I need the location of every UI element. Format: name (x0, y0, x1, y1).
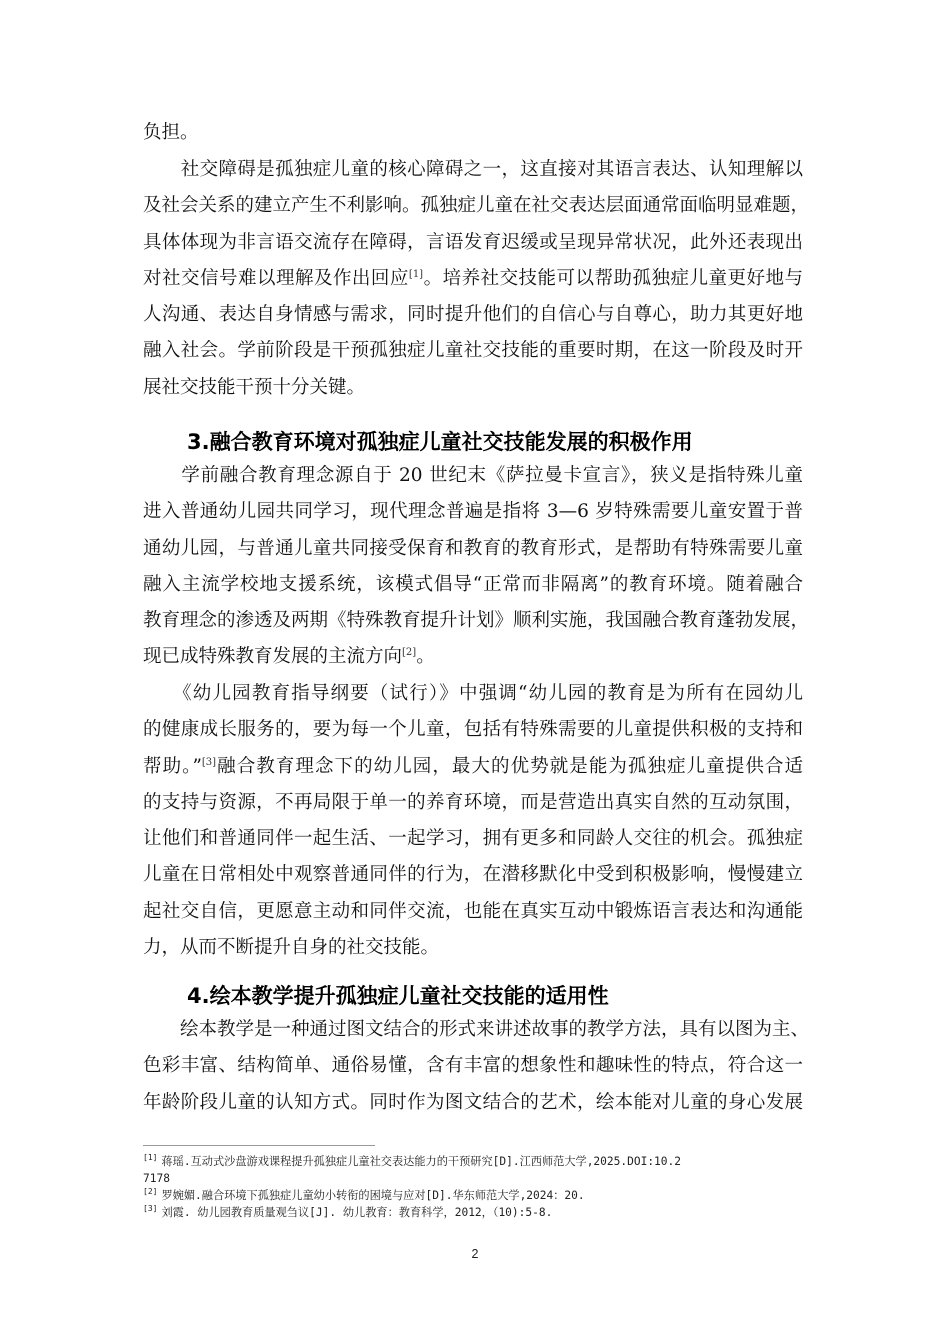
paragraph-picture-book-teaching (143, 1012, 810, 1121)
footnote-item (143, 1204, 813, 1221)
paragraph-social-impairment (143, 152, 810, 406)
text-line: 教育理念的渗透及两期《特殊教育提升计划》顺利实施，我国融合教育蓬勃发展， (143, 610, 810, 632)
footnote-text: 蒋瑶.互动式沙盘游戏课程提升孤独症儿童社交表达能力的干预研究[D].江西师范大学,2025.DOI:10.2 (161, 1155, 681, 1168)
footnote-mark: [3] (143, 1204, 158, 1214)
paragraph-kindergarten-guidelines (143, 676, 803, 966)
text-segment: 。培养社交技能可以帮助孤独症儿童更好地与 (423, 267, 803, 289)
footnote-mark: [1] (143, 1153, 158, 1163)
citation-ref[interactable]: [2] (402, 647, 417, 659)
text-line: 《幼儿园教育指导纲要（试行）》中强调“幼儿园的教育是为所有在园幼儿 (143, 683, 803, 704)
text-line: 年龄阶段儿童的认知方式。同时作为图文结合的艺术，绘本能对儿童的身心发展 (143, 1091, 803, 1113)
text-line: 绘本教学是一种通过图文结合的形式来讲述故事的教学方法，具有以图为主、 (143, 1019, 810, 1040)
text-segment: 。 (416, 646, 435, 668)
paragraph-inclusive-education (143, 458, 810, 676)
text-line: 具体体现为非言语交流存在障碍，言语发育迟缓或呈现异常状况，此外还表现出 (143, 231, 803, 253)
footnote-item (143, 1153, 813, 1170)
text-line (143, 261, 803, 297)
text-line (143, 639, 803, 675)
text-line: 起社交自信，更愿意主动和同伴交流，也能在真实互动中锻炼语言表达和沟通能 (143, 900, 803, 922)
footnote-divider (143, 1145, 375, 1146)
text-line: 通幼儿园，与普通儿童共同接受保育和教育的教育形式，是帮助有特殊需要儿童 (143, 537, 803, 559)
citation-ref[interactable]: [3] (201, 756, 217, 768)
text-line: 力，从而不断提升自身的社交技能。 (143, 937, 440, 959)
text-line: 展社交技能干预十分关键。 (143, 376, 366, 398)
page-number: 2 (471, 1247, 479, 1261)
footnote-text: 罗婉媚.融合环境下孤独症儿童幼小转衔的困境与应对[D].华东师范大学,2024：20. (161, 1189, 585, 1202)
paragraph-continuation (143, 115, 803, 151)
footnote-mark: [2] (143, 1187, 158, 1197)
text-line: 负担。 (143, 122, 199, 143)
citation-ref[interactable]: [1] (408, 268, 424, 280)
text-line: 融入主流学校地支援系统，该模式倡导“正常而非隔离”的教育环境。随着融合 (143, 573, 803, 595)
text-line (143, 749, 803, 785)
text-segment: 对社交信号难以理解及作出回应 (143, 267, 409, 289)
footnote-continuation: 7178 (143, 1172, 170, 1185)
text-segment: 融合教育理念下的幼儿园，最大的优势就是能为孤独症儿童提供合适 (216, 755, 803, 777)
text-line: 的支持与资源，不再局限于单一的养育环境，而是营造出真实自然的互动氛围， (143, 791, 803, 813)
footnote-text: 刘霞. 幼儿园教育质量观刍议[J]. 幼儿教育：教育科学，2012，（10):5-8. (161, 1206, 553, 1219)
text-line: 人沟通、表达自身情感与需求，同时提升他们的自信心与自尊心，助力其更好地 (143, 304, 803, 326)
text-line: 儿童在日常相处中观察普通同伴的行为，在潜移默化中受到积极影响，慢慢建立 (143, 864, 803, 886)
text-line: 及社会关系的建立产生不利影响。孤独症儿童在社交表达层面通常面临明显难题， (143, 195, 810, 217)
footnotes (143, 1153, 813, 1221)
text-line: 色彩丰富、结构简单、通俗易懂，含有丰富的想象性和趣味性的特点，符合这一 (143, 1055, 803, 1077)
section-heading-3: 3.融合教育环境对孤独症儿童社交技能发展的积极作用 (187, 430, 693, 454)
text-line: 社交障碍是孤独症儿童的核心障碍之一，这直接对其语言表达、认知理解以 (143, 159, 803, 180)
text-line: 学前融合教育理念源自于 20 世纪末《萨拉曼卡宣言》，狭义是指特殊儿童 (143, 465, 803, 486)
footnote-item (143, 1187, 813, 1204)
text-line: 让他们和普通同伴一起生活、一起学习，拥有更多和同龄人交往的机会。孤独症 (143, 828, 803, 850)
text-segment: 现已成特殊教育发展的主流方向 (143, 646, 403, 668)
text-segment: 帮助。” (143, 755, 202, 777)
text-line: 融入社会。学前阶段是干预孤独症儿童社交技能的重要时期，在这一阶段及时开 (143, 340, 803, 362)
text-line: 的健康成长服务的，要为每一个儿童，包括有特殊需要的儿童提供积极的支持和 (143, 719, 803, 741)
section-heading-4: 4.绘本教学提升孤独症儿童社交技能的适用性 (187, 984, 609, 1008)
text-line: 进入普通幼儿园共同学习，现代理念普遍是指将 3—6 岁特殊需要儿童安置于普 (143, 501, 803, 523)
